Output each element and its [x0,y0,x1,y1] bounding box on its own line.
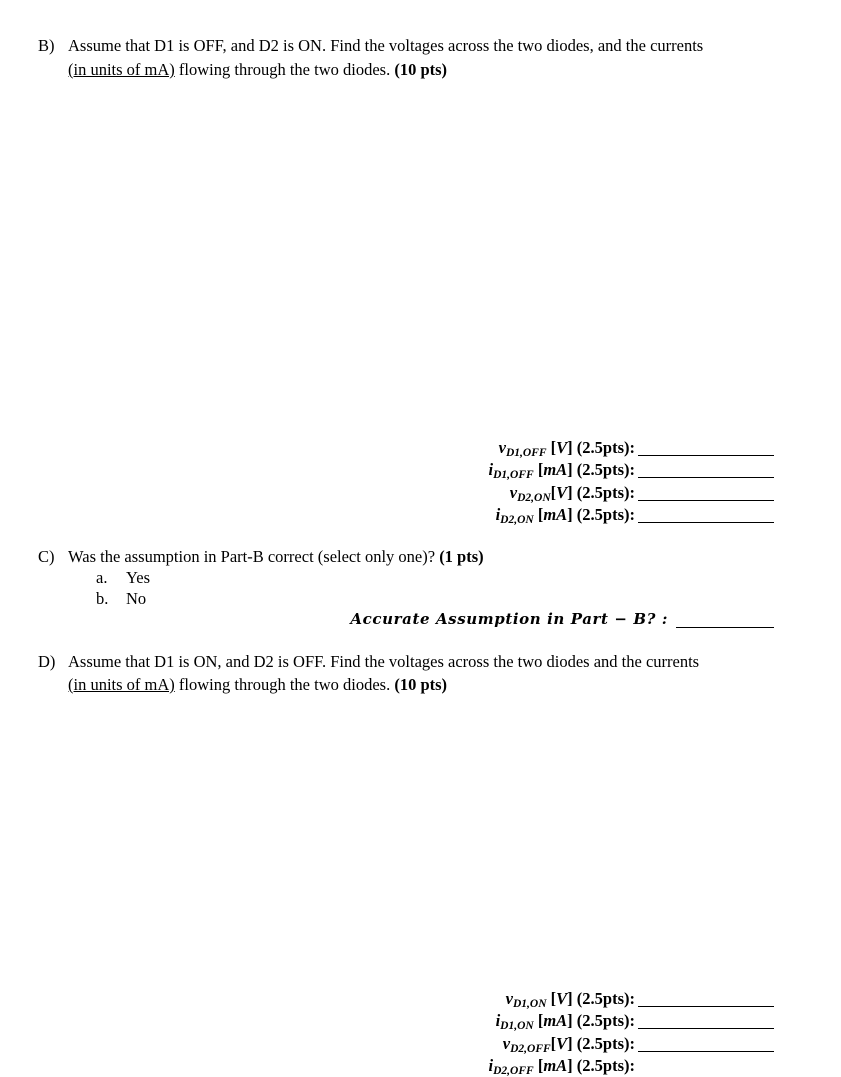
option-yes[interactable]: Yes [126,568,151,587]
answer-blank[interactable] [638,522,774,523]
answer-points: (2.5pts): [576,1056,635,1075]
answer-subscript: D1,OFF [505,447,547,459]
answer-subscript: D1,ON [512,998,547,1010]
answer-blank[interactable] [638,1051,774,1052]
answer-variable: i [495,1011,501,1030]
answer-points: (2.5pts): [576,438,635,457]
part-d-answer-row [496,1011,635,1032]
part-b-letter: B) [38,36,55,55]
accurate-assumption-label: Accurate Assumption in Part − B? : [350,610,668,628]
answer-blank[interactable] [638,455,774,456]
part-d-letter: D) [38,652,56,671]
answer-variable: v [509,483,518,502]
part-b-question-rest: flowing through the two diodes. [174,60,391,79]
answer-unit: [mA] [533,460,577,479]
part-d-answer-row [503,1034,635,1055]
answer-unit: [V] [550,483,577,502]
answer-variable: i [488,460,494,479]
part-c-question [68,547,484,567]
answer-variable: v [505,989,513,1008]
answer-points: (2.5pts): [576,460,635,479]
part-b-question-line2 [68,60,447,80]
part-d-units-note: (in units of mA) [68,675,175,694]
answer-variable: v [502,1034,511,1053]
answer-points: (2.5pts): [576,989,635,1008]
answer-subscript: D2,ON [500,514,534,526]
option-letter: b. [96,589,109,608]
part-d-answer-row [506,989,635,1010]
part-b-question-line1: Assume that D1 is OFF, and D2 is ON. Find the voltages across the two diodes, and the currents [68,36,704,55]
answer-subscript: D2,ON [517,492,551,504]
part-b-units-note: (in units of mA) [68,60,175,79]
answer-blank[interactable] [638,1006,774,1007]
part-b-answer-row [496,505,635,526]
part-b-answer-row [510,483,635,504]
answer-points: (2.5pts): [576,505,635,524]
part-b-points: (10 pts) [394,60,448,79]
answer-subscript: D2,OFF [510,1043,551,1055]
answer-blank[interactable] [638,477,774,478]
part-c-question-text: Was the assumption in Part-B correct (select only one)? [68,547,440,566]
answer-points: (2.5pts): [576,483,635,502]
answer-variable: i [488,1056,494,1075]
answer-subscript: D1,ON [500,1020,534,1032]
part-d-question-rest: flowing through the two diodes. [174,675,391,694]
answer-points: (2.5pts): [576,1011,635,1030]
part-c-letter: C) [38,547,55,566]
answer-unit: [V] [546,989,577,1008]
answer-blank[interactable] [638,1028,774,1029]
answer-unit: [mA] [533,1056,577,1075]
part-c-points: (1 pts) [439,547,484,566]
answer-blank[interactable] [638,500,774,501]
answer-unit: [mA] [533,505,577,524]
answer-points: (2.5pts): [576,1034,635,1053]
answer-unit: [V] [546,438,577,457]
part-d-question-line2 [68,675,447,695]
answer-unit: [mA] [533,1011,577,1030]
option-no[interactable]: No [126,589,147,608]
part-b-answer-row [499,438,635,459]
accurate-assumption-blank[interactable] [676,627,774,628]
option-letter: a. [96,568,108,587]
answer-variable: i [495,505,501,524]
answer-subscript: D1,OFF [493,469,534,481]
answer-unit: [V] [550,1034,577,1053]
part-b-answer-row [489,460,635,481]
part-d-question-line1: Assume that D1 is ON, and D2 is OFF. Find the voltages across the two diodes and the currents [68,652,700,671]
answer-variable: v [498,438,506,457]
part-d-answer-row [489,1056,635,1077]
answer-subscript: D2,OFF [493,1065,534,1077]
part-d-points: (10 pts) [394,675,448,694]
